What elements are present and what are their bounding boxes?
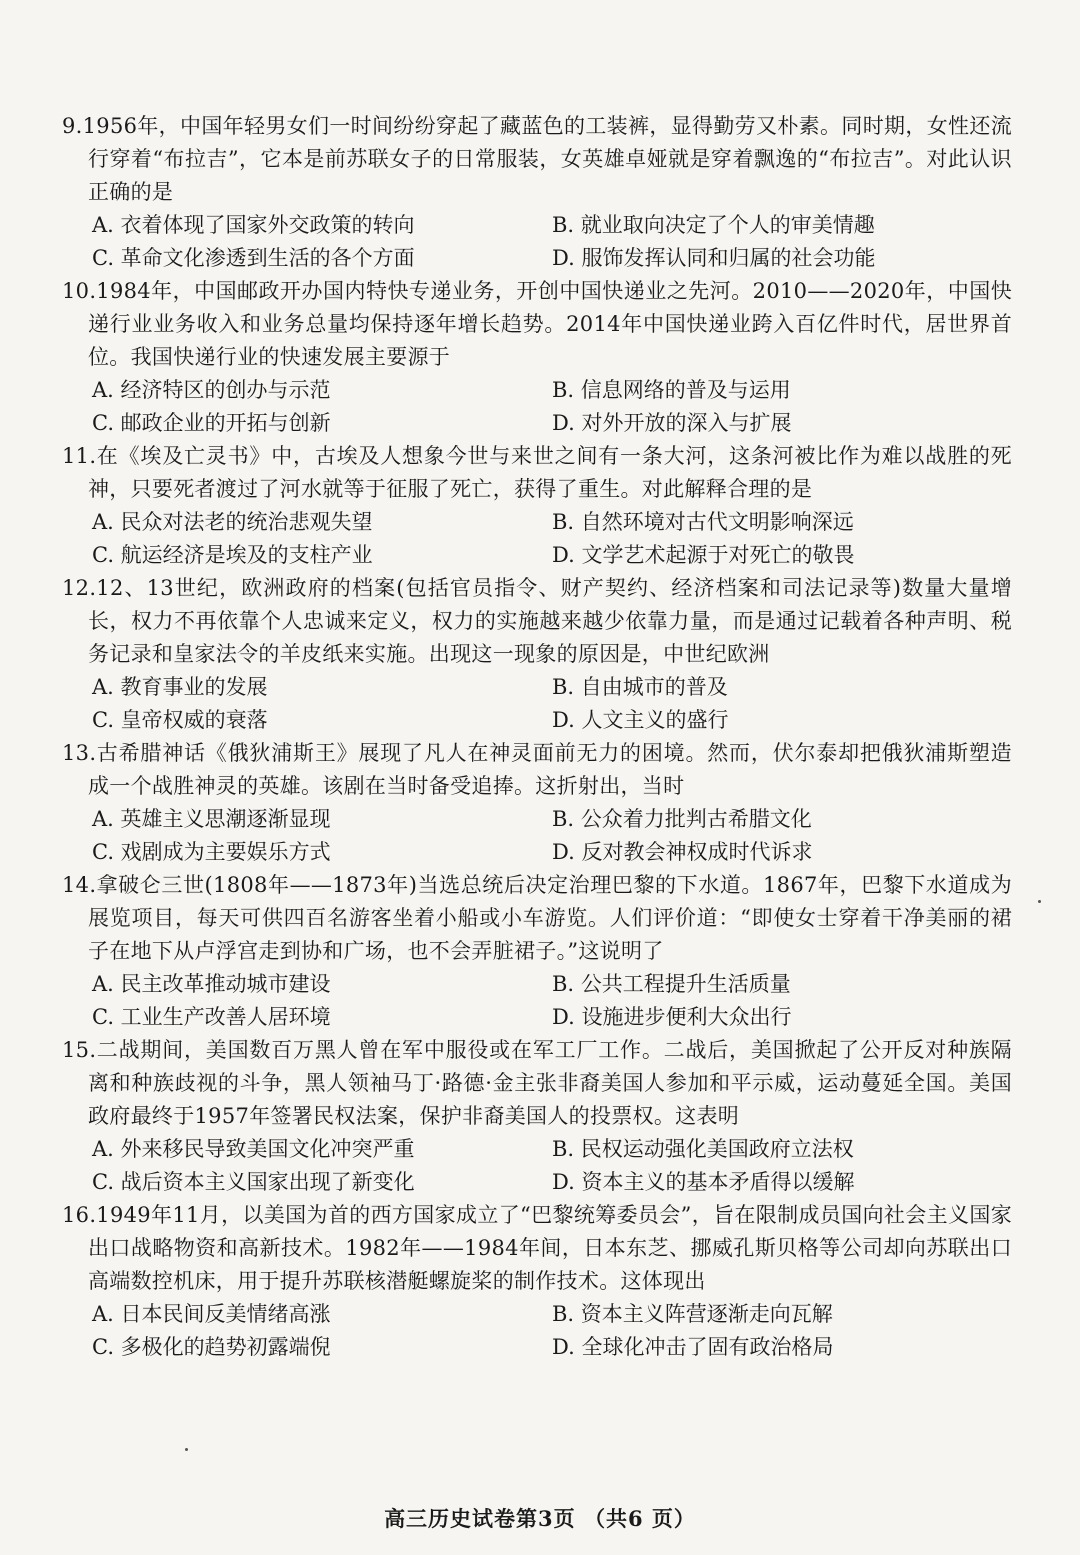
question-16 — [62, 1199, 1012, 1364]
question-13 — [62, 737, 1012, 869]
option-b: B. 就业取向决定了个人的审美情趣 — [552, 213, 875, 237]
option-a: A. 民众对法老的统治悲观失望 — [92, 510, 373, 534]
option-c: C. 航运经济是埃及的支柱产业 — [92, 543, 373, 567]
option-grid — [62, 671, 1012, 737]
question-stem: 14.拿破仑三世(1808年——1873年)当选总统后决定治理巴黎的下水道。1867年，巴黎下水道成为展览项目，每天可供四百名游客坐着小船或小车游览。人们评价道：“即使女士穿着干净美丽的裙子在地下从卢浮宫走到协和广场，也不会弄脏裙子。”这说明了 — [62, 873, 1012, 963]
option-grid — [62, 1298, 1012, 1364]
option-grid — [62, 968, 1012, 1034]
page-footer: 高三历史试卷第3页 （共6 页） — [384, 1506, 696, 1531]
option-b: B. 民权运动强化美国政府立法权 — [552, 1137, 854, 1161]
option-c: C. 战后资本主义国家出现了新变化 — [92, 1170, 415, 1194]
option-a: A. 衣着体现了国家外交政策的转向 — [92, 213, 415, 237]
option-d: D. 对外开放的深入与扩展 — [552, 411, 792, 435]
question-list — [62, 110, 1012, 1364]
option-c: C. 革命文化渗透到生活的各个方面 — [92, 246, 415, 270]
option-d: D. 反对教会神权成时代诉求 — [552, 840, 813, 864]
question-11 — [62, 440, 1012, 572]
option-c: C. 多极化的趋势初露端倪 — [92, 1335, 331, 1359]
question-stem: 13.古希腊神话《俄狄浦斯王》展现了凡人在神灵面前无力的困境。然而，伏尔泰却把俄狄浦斯塑造成一个战胜神灵的英雄。该剧在当时备受追捧。这折射出，当时 — [62, 741, 1012, 798]
question-10 — [62, 275, 1012, 440]
option-d: D. 人文主义的盛行 — [552, 708, 729, 732]
question-stem: 9.1956年，中国年轻男女们一时间纷纷穿起了藏蓝色的工装裤，显得勤劳又朴素。同时期，女性还流行穿着“布拉吉”，它本是前苏联女子的日常服装，女英雄卓娅就是穿着飘逸的“布拉吉”。对此认识正确的是 — [62, 114, 1012, 204]
option-grid — [62, 506, 1012, 572]
question-14 — [62, 869, 1012, 1034]
scan-speck — [185, 1448, 188, 1451]
option-grid — [62, 209, 1012, 275]
option-c: C. 皇帝权威的衰落 — [92, 708, 268, 732]
question-stem: 11.在《埃及亡灵书》中，古埃及人想象今世与来世之间有一条大河，这条河被比作为难以战胜的死神，只要死者渡过了河水就等于征服了死亡，获得了重生。对此解释合理的是 — [62, 444, 1012, 501]
question-12 — [62, 572, 1012, 737]
option-b: B. 自然环境对古代文明影响深远 — [552, 510, 854, 534]
question-stem: 12.12、13世纪，欧洲政府的档案(包括官员指令、财产契约、经济档案和司法记录等)数量大量增长，权力不再依靠个人忠诚来定义，权力的实施越来越少依靠力量，而是通过记载着各种声明、税务记录和皇家法令的羊皮纸来实施。出现这一现象的原因是，中世纪欧洲 — [62, 576, 1012, 666]
option-d: D. 设施进步便利大众出行 — [552, 1005, 792, 1029]
option-c: C. 邮政企业的开拓与创新 — [92, 411, 331, 435]
option-b: B. 资本主义阵营逐渐走向瓦解 — [552, 1302, 833, 1326]
scan-speck — [1038, 900, 1041, 903]
option-a: A. 外来移民导致美国文化冲突严重 — [92, 1137, 415, 1161]
option-grid — [62, 803, 1012, 869]
option-c: C. 戏剧成为主要娱乐方式 — [92, 840, 331, 864]
option-b: B. 公众着力批判古希腊文化 — [552, 807, 812, 831]
question-15 — [62, 1034, 1012, 1199]
option-a: A. 经济特区的创办与示范 — [92, 378, 331, 402]
option-grid — [62, 1133, 1012, 1199]
option-a: A. 英雄主义思潮逐渐显现 — [92, 807, 331, 831]
question-stem: 15.二战期间，美国数百万黑人曾在军中服役或在军工厂工作。二战后，美国掀起了公开反对种族隔离和种族歧视的斗争，黑人领袖马丁·路德·金主张非裔美国人参加和平示威，运动蔓延全国。美国政府最终于1957年签署民权法案，保护非裔美国人的投票权。这表明 — [62, 1038, 1012, 1128]
option-b: B. 信息网络的普及与运用 — [552, 378, 791, 402]
option-c: C. 工业生产改善人居环境 — [92, 1005, 331, 1029]
option-a: A. 日本民间反美情绪高涨 — [92, 1302, 331, 1326]
question-stem: 10.1984年，中国邮政开办国内特快专递业务，开创中国快递业之先河。2010——2020年，中国快递行业业务收入和业务总量均保持逐年增长趋势。2014年中国快递业跨入百亿件时代，居世界首位。我国快递行业的快速发展主要源于 — [62, 279, 1012, 369]
option-b: B. 公共工程提升生活质量 — [552, 972, 791, 996]
question-stem: 16.1949年11月，以美国为首的西方国家成立了“巴黎统筹委员会”，旨在限制成员国向社会主义国家出口战略物资和高新技术。1982年——1984年间，日本东芝、挪威孔斯贝格等公司却向苏联出口高端数控机床，用于提升苏联核潜艇螺旋桨的制作技术。这体现出 — [62, 1203, 1012, 1293]
option-a: A. 教育事业的发展 — [92, 675, 268, 699]
option-a: A. 民主改革推动城市建设 — [92, 972, 331, 996]
option-b: B. 自由城市的普及 — [552, 675, 728, 699]
question-9 — [62, 110, 1012, 275]
option-d: D. 文学艺术起源于对死亡的敬畏 — [552, 543, 855, 567]
option-d: D. 全球化冲击了固有政治格局 — [552, 1335, 834, 1359]
option-d: D. 资本主义的基本矛盾得以缓解 — [552, 1170, 855, 1194]
option-d: D. 服饰发挥认同和归属的社会功能 — [552, 246, 876, 270]
option-grid — [62, 374, 1012, 440]
